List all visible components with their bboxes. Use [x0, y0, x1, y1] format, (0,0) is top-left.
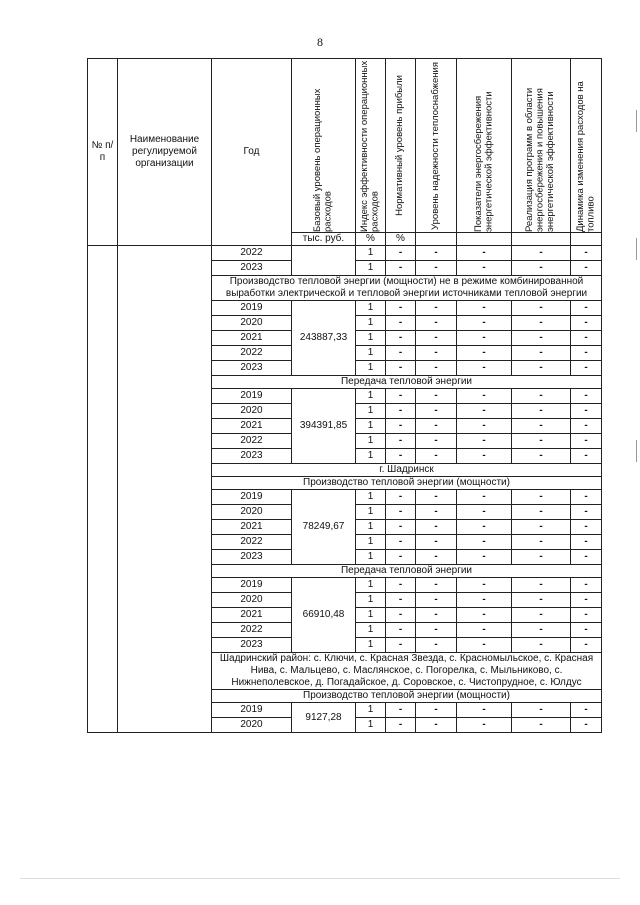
- year-cell: 2020: [212, 404, 292, 419]
- dash-cell: -: [416, 389, 457, 404]
- dash-cell: -: [571, 346, 602, 361]
- page-number: 8: [317, 35, 323, 49]
- dash-cell: -: [571, 331, 602, 346]
- dash-cell: -: [457, 434, 512, 449]
- index-cell: 1: [356, 535, 386, 550]
- dash-cell: -: [457, 578, 512, 593]
- header-fuel-dynamics: Динамика изменения расходов на топливо: [571, 59, 602, 233]
- dash-cell: -: [416, 593, 457, 608]
- dash-cell: -: [386, 490, 416, 505]
- dash-cell: -: [512, 593, 571, 608]
- dash-cell: -: [457, 331, 512, 346]
- year-cell: 2020: [212, 316, 292, 331]
- index-cell: 1: [356, 718, 386, 733]
- dash-cell: -: [512, 578, 571, 593]
- year-cell: 2019: [212, 490, 292, 505]
- dash-cell: -: [416, 246, 457, 261]
- header-reliability: Уровень надежности теплоснабжения: [416, 59, 457, 233]
- city-title: г. Шадринск: [212, 464, 602, 477]
- dash-cell: -: [571, 703, 602, 718]
- dash-cell: -: [571, 434, 602, 449]
- dash-cell: -: [571, 638, 602, 653]
- dash-cell: -: [386, 608, 416, 623]
- dash-cell: -: [512, 331, 571, 346]
- year-cell: 2020: [212, 593, 292, 608]
- dash-cell: -: [571, 419, 602, 434]
- dash-cell: -: [386, 261, 416, 276]
- dash-cell: -: [571, 520, 602, 535]
- base-value-cell: 66910,48: [292, 578, 356, 653]
- dash-cell: -: [457, 346, 512, 361]
- year-cell: 2023: [212, 261, 292, 276]
- unit-empty: [571, 233, 602, 246]
- dash-cell: -: [571, 361, 602, 376]
- dash-cell: -: [386, 301, 416, 316]
- header-base-opex: Базовый уровень операционных расходов: [292, 59, 356, 233]
- index-cell: 1: [356, 520, 386, 535]
- dash-cell: -: [512, 505, 571, 520]
- dash-cell: -: [386, 535, 416, 550]
- dash-cell: -: [512, 520, 571, 535]
- dash-cell: -: [416, 316, 457, 331]
- dash-cell: -: [416, 550, 457, 565]
- dash-cell: -: [457, 449, 512, 464]
- dash-cell: -: [571, 449, 602, 464]
- dash-cell: -: [571, 608, 602, 623]
- index-cell: 1: [356, 316, 386, 331]
- year-cell: 2020: [212, 718, 292, 733]
- dash-cell: -: [386, 316, 416, 331]
- dash-cell: -: [386, 434, 416, 449]
- dash-cell: -: [416, 404, 457, 419]
- dash-cell: -: [386, 593, 416, 608]
- base-value-cell: 243887,33: [292, 301, 356, 376]
- dash-cell: -: [512, 434, 571, 449]
- header-efficiency-index: Индекс эффективности операционных расходов: [356, 59, 386, 233]
- index-cell: 1: [356, 389, 386, 404]
- index-cell: 1: [356, 449, 386, 464]
- year-cell: 2021: [212, 331, 292, 346]
- dash-cell: -: [512, 703, 571, 718]
- dash-cell: -: [512, 419, 571, 434]
- dash-cell: -: [416, 331, 457, 346]
- dash-cell: -: [386, 505, 416, 520]
- section-title: Производство тепловой энергии (мощности) не в режиме комбинированной выработки электрической и тепловой энергии источниками тепловой энергии: [212, 276, 602, 301]
- dash-cell: -: [512, 404, 571, 419]
- year-cell: 2021: [212, 419, 292, 434]
- base-value-cell: [292, 246, 356, 276]
- dash-cell: -: [416, 449, 457, 464]
- dash-cell: -: [457, 505, 512, 520]
- dash-cell: -: [571, 246, 602, 261]
- index-cell: 1: [356, 578, 386, 593]
- org-cell: [118, 246, 212, 733]
- section-title: Передача тепловой энергии: [212, 376, 602, 389]
- dash-cell: -: [512, 316, 571, 331]
- dash-cell: -: [416, 261, 457, 276]
- dash-cell: -: [416, 301, 457, 316]
- header-num: № п/п: [88, 59, 118, 246]
- dash-cell: -: [457, 638, 512, 653]
- dash-cell: -: [571, 718, 602, 733]
- dash-cell: -: [416, 520, 457, 535]
- dash-cell: -: [571, 404, 602, 419]
- dash-cell: -: [457, 550, 512, 565]
- dash-cell: -: [386, 578, 416, 593]
- year-cell: 2022: [212, 535, 292, 550]
- dash-cell: -: [416, 361, 457, 376]
- dash-cell: -: [416, 346, 457, 361]
- dash-cell: -: [386, 404, 416, 419]
- dash-cell: -: [512, 550, 571, 565]
- index-cell: 1: [356, 419, 386, 434]
- dash-cell: -: [416, 703, 457, 718]
- year-cell: 2019: [212, 389, 292, 404]
- unit-base: тыс. руб.: [292, 233, 356, 246]
- index-cell: 1: [356, 550, 386, 565]
- dash-cell: -: [512, 246, 571, 261]
- section-title: Производство тепловой энергии (мощности): [212, 477, 602, 490]
- unit-empty: [512, 233, 571, 246]
- index-cell: 1: [356, 638, 386, 653]
- year-cell: 2021: [212, 608, 292, 623]
- dash-cell: -: [416, 638, 457, 653]
- dash-cell: -: [386, 389, 416, 404]
- base-value-cell: 78249,67: [292, 490, 356, 565]
- unit-index: %: [356, 233, 386, 246]
- year-cell: 2022: [212, 623, 292, 638]
- index-cell: 1: [356, 301, 386, 316]
- num-cell: [88, 246, 118, 733]
- dash-cell: -: [457, 520, 512, 535]
- base-value-cell: 9127,28: [292, 703, 356, 733]
- dash-cell: -: [416, 434, 457, 449]
- table-row: [88, 246, 602, 261]
- dash-cell: -: [571, 593, 602, 608]
- dash-cell: -: [571, 316, 602, 331]
- dash-cell: -: [416, 419, 457, 434]
- dash-cell: -: [457, 623, 512, 638]
- section-title: Передача тепловой энергии: [212, 565, 602, 578]
- dash-cell: -: [512, 346, 571, 361]
- dash-cell: -: [571, 490, 602, 505]
- unit-profit: %: [386, 233, 416, 246]
- dash-cell: -: [386, 449, 416, 464]
- scan-edge-mark: [636, 440, 637, 462]
- index-cell: 1: [356, 246, 386, 261]
- regulation-table: [87, 58, 602, 733]
- index-cell: 1: [356, 505, 386, 520]
- dash-cell: -: [416, 490, 457, 505]
- dash-cell: -: [512, 623, 571, 638]
- dash-cell: -: [386, 550, 416, 565]
- dash-cell: -: [512, 301, 571, 316]
- header-org: Наименование регулируемой организации: [118, 59, 212, 246]
- base-value-cell: 394391,85: [292, 389, 356, 464]
- year-cell: 2023: [212, 638, 292, 653]
- scan-edge-mark: [636, 110, 637, 132]
- dash-cell: -: [512, 361, 571, 376]
- dash-cell: -: [386, 346, 416, 361]
- scan-bottom-rule: [20, 878, 620, 879]
- dash-cell: -: [512, 449, 571, 464]
- year-cell: 2023: [212, 550, 292, 565]
- dash-cell: -: [457, 535, 512, 550]
- dash-cell: -: [386, 623, 416, 638]
- dash-cell: -: [512, 535, 571, 550]
- dash-cell: -: [386, 361, 416, 376]
- section-title: Производство тепловой энергии (мощности): [212, 690, 602, 703]
- dash-cell: -: [416, 623, 457, 638]
- dash-cell: -: [457, 490, 512, 505]
- index-cell: 1: [356, 703, 386, 718]
- dash-cell: -: [457, 261, 512, 276]
- year-cell: 2019: [212, 578, 292, 593]
- dash-cell: -: [386, 246, 416, 261]
- year-cell: 2022: [212, 346, 292, 361]
- unit-empty: [457, 233, 512, 246]
- dash-cell: -: [386, 331, 416, 346]
- dash-cell: -: [512, 490, 571, 505]
- dash-cell: -: [457, 389, 512, 404]
- dash-cell: -: [457, 301, 512, 316]
- dash-cell: -: [457, 703, 512, 718]
- dash-cell: -: [571, 301, 602, 316]
- dash-cell: -: [571, 505, 602, 520]
- dash-cell: -: [386, 419, 416, 434]
- dash-cell: -: [571, 623, 602, 638]
- dash-cell: -: [416, 505, 457, 520]
- dash-cell: -: [571, 389, 602, 404]
- year-cell: 2022: [212, 434, 292, 449]
- dash-cell: -: [512, 608, 571, 623]
- year-cell: 2021: [212, 520, 292, 535]
- unit-empty: [416, 233, 457, 246]
- dash-cell: -: [457, 419, 512, 434]
- dash-cell: -: [512, 389, 571, 404]
- dash-cell: -: [457, 404, 512, 419]
- header-programs: Реализация программ в области энергосбережения и повышения энергетической эффективности: [512, 59, 571, 233]
- dash-cell: -: [416, 535, 457, 550]
- header-profit-level: Нормативный уровень прибыли: [386, 59, 416, 233]
- dash-cell: -: [457, 361, 512, 376]
- dash-cell: -: [416, 608, 457, 623]
- dash-cell: -: [571, 261, 602, 276]
- year-cell: 2023: [212, 361, 292, 376]
- dash-cell: -: [571, 535, 602, 550]
- scan-edge-mark: [636, 238, 637, 260]
- index-cell: 1: [356, 346, 386, 361]
- dash-cell: -: [386, 520, 416, 535]
- dash-cell: -: [386, 638, 416, 653]
- header-row: [88, 59, 602, 233]
- year-cell: 2019: [212, 703, 292, 718]
- dash-cell: -: [457, 593, 512, 608]
- year-cell: 2022: [212, 246, 292, 261]
- dash-cell: -: [512, 638, 571, 653]
- header-energy-saving: Показатели энергосбережения энергетической эффективности: [457, 59, 512, 233]
- index-cell: 1: [356, 593, 386, 608]
- index-cell: 1: [356, 404, 386, 419]
- index-cell: 1: [356, 490, 386, 505]
- index-cell: 1: [356, 434, 386, 449]
- index-cell: 1: [356, 261, 386, 276]
- dash-cell: -: [571, 550, 602, 565]
- year-cell: 2019: [212, 301, 292, 316]
- city-title: Шадринский район: с. Ключи, с. Красная Звезда, с. Красномыльское, с. Красная Нива, с. Мальцево, с. Маслянское, с. Погорелка, с. Мыльниково, с. Нижнеполевское, д. Погадайское, д. Соровское, с. Чистопрудное, с. Юлдус: [212, 653, 602, 690]
- dash-cell: -: [386, 718, 416, 733]
- year-cell: 2020: [212, 505, 292, 520]
- year-cell: 2023: [212, 449, 292, 464]
- index-cell: 1: [356, 623, 386, 638]
- index-cell: 1: [356, 361, 386, 376]
- dash-cell: -: [457, 718, 512, 733]
- dash-cell: -: [457, 608, 512, 623]
- index-cell: 1: [356, 608, 386, 623]
- dash-cell: -: [386, 703, 416, 718]
- dash-cell: -: [416, 578, 457, 593]
- header-year: Год: [212, 59, 292, 246]
- dash-cell: -: [457, 246, 512, 261]
- dash-cell: -: [416, 718, 457, 733]
- dash-cell: -: [571, 578, 602, 593]
- dash-cell: -: [457, 316, 512, 331]
- dash-cell: -: [512, 718, 571, 733]
- dash-cell: -: [512, 261, 571, 276]
- index-cell: 1: [356, 331, 386, 346]
